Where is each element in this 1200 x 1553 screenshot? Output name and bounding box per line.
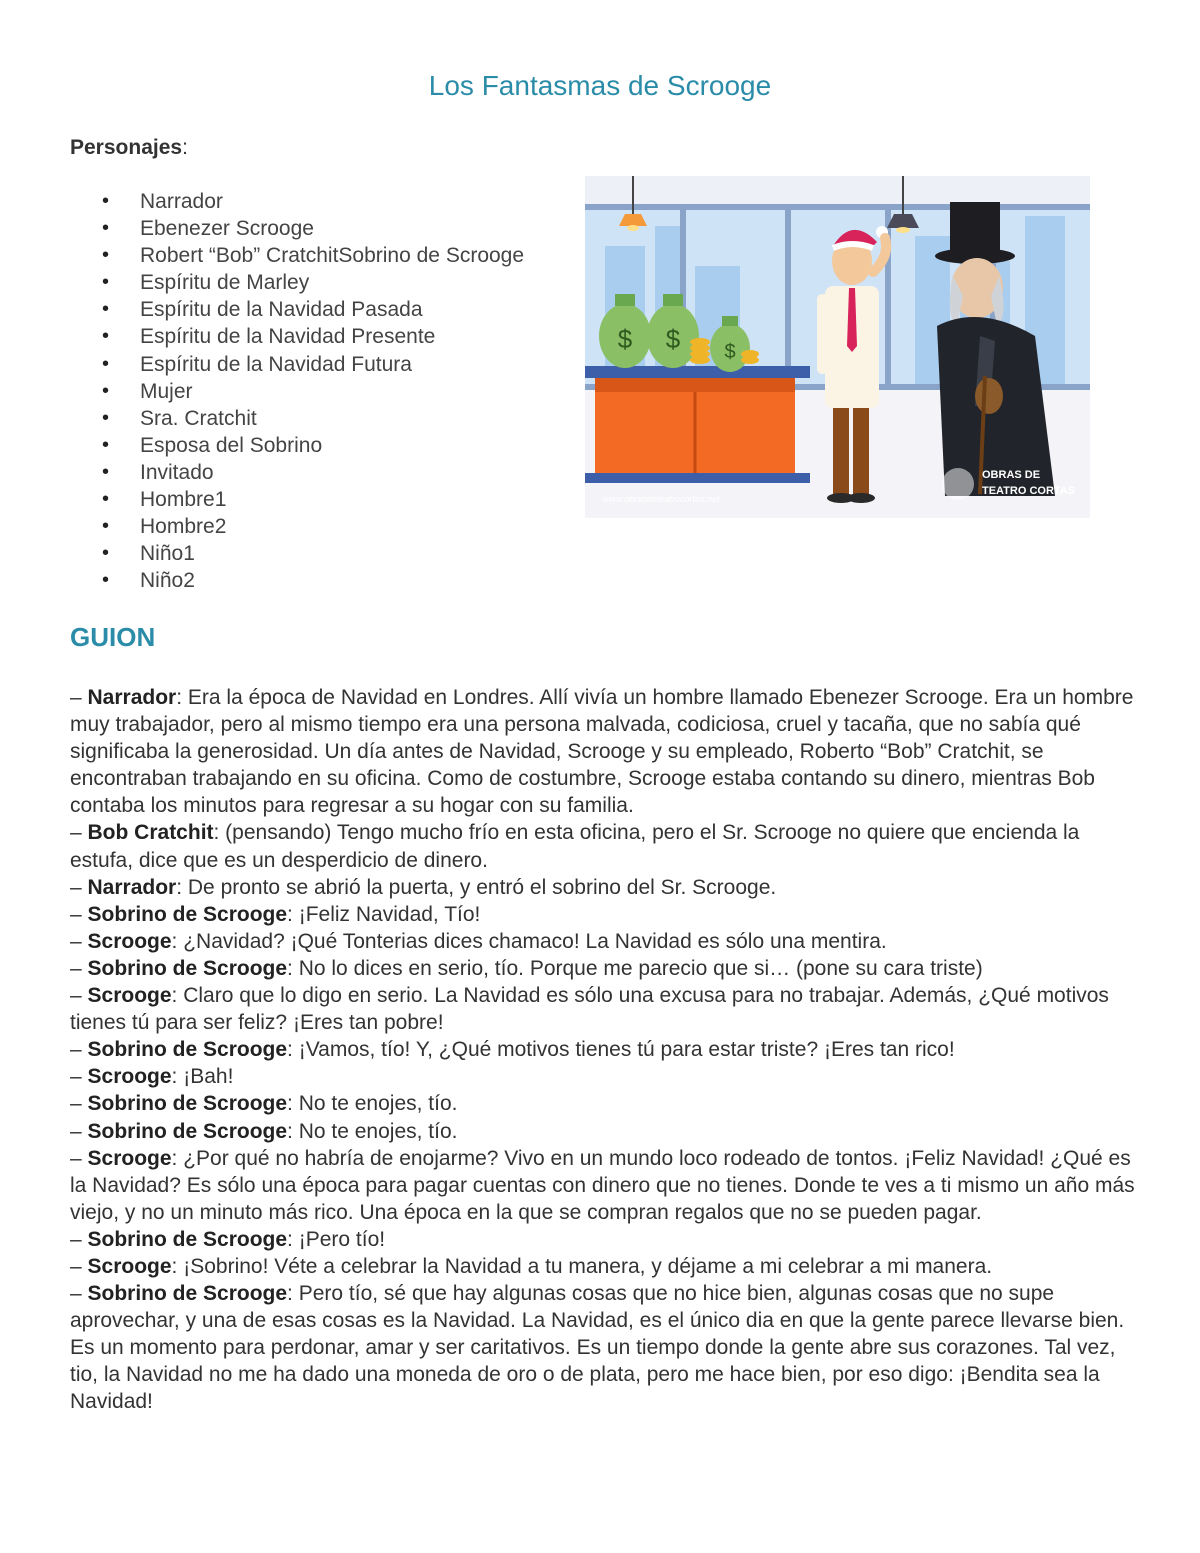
dialogue-text: : No te enojes, tío. bbox=[287, 1092, 458, 1116]
dialogue-text: : De pronto se abrió la puerta, y entró el sobrino del Sr. Scrooge. bbox=[176, 875, 777, 899]
script-line: – Scrooge: ¿Por qué no habría de enojarme? Vivo en un mundo loco rodeado de tontos. ¡Feliz Navidad! ¿Qué es la Navidad? Es sólo una época para pagar cuentas con dinero que no tienes. Donde te ves a ti mismo un año más viejo, y no un minuto más rico. Una época en la que se compran regalos que no se pueden pagar. bbox=[70, 1146, 1135, 1224]
script-line: – Scrooge: Claro que lo digo en serio. La Navidad es sólo una excusa para no trabajar. Además, ¿Qué motivos tienes tú para ser feliz? ¡Eres tan pobre! bbox=[70, 984, 1109, 1035]
script-line: – Scrooge: ¡Sobrino! Véte a celebrar la Navidad a tu manera, y déjame a mi celebrar a mi manera. bbox=[70, 1254, 993, 1278]
document-title: Los Fantasmas de Scrooge bbox=[428, 70, 772, 101]
speaker-name: Sobrino de Scrooge bbox=[87, 902, 288, 926]
dialogue-text: : Claro que lo digo en serio. La Navidad es sólo una excusa para no trabajar. Además, ¿Qué motivos tienes tú para ser feliz? ¡Eres tan pobre! bbox=[70, 984, 1109, 1035]
speaker-name: Narrador bbox=[87, 686, 177, 709]
personajes-label-text: Personajes bbox=[70, 136, 183, 159]
speaker-name: Sobrino de Scrooge bbox=[87, 1282, 288, 1306]
script-line: – Sobrino de Scrooge: ¡Vamos, tío! Y, ¿Qué motivos tienes tú para estar triste? ¡Eres tan rico! bbox=[70, 1038, 955, 1062]
dialogue-text: : ¡Vamos, tío! Y, ¿Qué motivos tienes tú para estar triste? ¡Eres tan rico! bbox=[287, 1038, 955, 1062]
script-line: – Sobrino de Scrooge: Pero tío, sé que hay algunas cosas que no hice bien, algunas cosas que no supe aprovechar, y una de esas cosas es la Navidad. La Navidad, es el único dia en que la gente parece llevarse bien. Es un momento para perdonar, amar y ser caritativos. Es un tiempo donde la gente abre sus corazones. Tal vez, tio, la Navidad no me ha dado una moneda de oro o de plata, pero me hace bien, por eso digo: ¡Bendita sea la Navidad! bbox=[70, 1282, 1125, 1414]
script-line: – Narrador: De pronto se abrió la puerta, y entró el sobrino del Sr. Scrooge. bbox=[70, 875, 777, 899]
speaker-name: Scrooge bbox=[87, 1146, 172, 1170]
cast-item: • Espíritu de la Navidad Futura bbox=[70, 351, 524, 378]
personajes-colon: : bbox=[182, 136, 188, 159]
script-line: – Narrador: Era la época de Navidad en Londres. Allí vivía un hombre llamado Ebenezer Scrooge. Era un hombre muy trabajador, pero al mismo tiempo era una persona malvada, codiciosa, cruel y tacaña, que no sabía qué significaba la generosidad. Un día antes de Navidad, Scrooge y su empleado, Roberto “Bob” Cratchit, se encontraban trabajando en su oficina. Como de costumbre, Scrooge estaba contando su dinero, mientras Bob contaba los minutos para regresar a su hogar con su familia. bbox=[70, 686, 1134, 818]
dialogue-text: : ¡Feliz Navidad, Tío! bbox=[287, 902, 481, 926]
svg-text:$: $ bbox=[724, 341, 736, 363]
speaker-name: Scrooge bbox=[87, 1254, 172, 1278]
cast-item: • Niño1 bbox=[70, 540, 524, 567]
dialogue-text: : Pero tío, sé que hay algunas cosas que no hice bien, algunas cosas que no supe aprovechar, y una de esas cosas es la Navidad. La Navidad, es el único dia en que la gente parece llevarse bien. Es un momento para perdonar, amar y ser caritativos. Es un tiempo donde la gente abre sus corazones. Tal vez, tio, la Navidad no me ha dado una moneda de oro o de plata, pero me hace bien, por eso digo: ¡Bendita sea la Navidad! bbox=[70, 1282, 1125, 1414]
script-line: – Sobrino de Scrooge: No te enojes, tío. bbox=[70, 1092, 458, 1116]
cast-item: • Mujer bbox=[70, 378, 524, 405]
script-line: – Scrooge: ¿Navidad? ¡Qué Tonterias dices chamaco! La Navidad es sólo una mentira. bbox=[70, 929, 887, 953]
svg-text:$: $ bbox=[617, 324, 633, 354]
watermark-logo-line1: OBRAS DE bbox=[982, 469, 1041, 481]
dialogue-text: : ¡Bah! bbox=[171, 1065, 234, 1089]
script-body bbox=[70, 684, 1140, 1416]
dialogue-text: : ¡Pero tío! bbox=[287, 1227, 386, 1251]
cast-item: • Niño2 bbox=[70, 567, 524, 594]
speaker-name: Scrooge bbox=[87, 984, 172, 1008]
cast-item: • Invitado bbox=[70, 459, 524, 486]
speaker-name: Narrador bbox=[87, 875, 177, 899]
speaker-name: Sobrino de Scrooge bbox=[87, 1038, 288, 1062]
cast-item: • Espíritu de la Navidad Presente bbox=[70, 323, 524, 350]
cast-item: • Hombre2 bbox=[70, 513, 524, 540]
script-line: – Bob Cratchit: (pensando) Tengo mucho frío en esta oficina, pero el Sr. Scrooge no quiere que encienda la estufa, dice que es un desperdicio de dinero. bbox=[70, 821, 1080, 872]
script-line: – Scrooge: ¡Bah! bbox=[70, 1065, 234, 1089]
cast-item: • Espíritu de la Navidad Pasada bbox=[70, 296, 524, 323]
cast-item: • Esposa del Sobrino bbox=[70, 432, 524, 459]
dialogue-text: : ¡Sobrino! Véte a celebrar la Navidad a tu manera, y déjame a mi celebrar a mi manera. bbox=[171, 1254, 993, 1278]
dialogue-text: : Era la época de Navidad en Londres. Allí vivía un hombre llamado Ebenezer Scrooge. Era un hombre muy trabajador, pero al mismo tiempo era una persona malvada, codiciosa, cruel y tacaña, que no sabía qué significaba la generosidad. Un día antes de Navidad, Scrooge y su empleado, Roberto “Bob” Cratchit, se encontraban trabajando en su oficina. Como de costumbre, Scrooge estaba contando su dinero, mientras Bob contaba los minutos para regresar a su hogar con su familia. bbox=[70, 686, 1134, 818]
dialogue-text: : No lo dices en serio, tío. Porque me parecio que si… (pone su cara triste) bbox=[287, 956, 983, 980]
speaker-name: Sobrino de Scrooge bbox=[87, 956, 288, 980]
svg-text:$: $ bbox=[665, 324, 681, 354]
script-line: – Sobrino de Scrooge: No lo dices en serio, tío. Porque me parecio que si… (pone su cara triste) bbox=[70, 956, 983, 980]
cast-item: • Robert “Bob” CratchitSobrino de Scrooge bbox=[70, 242, 524, 269]
dialogue-text: : No te enojes, tío. bbox=[287, 1119, 458, 1143]
section-heading-guion: GUION bbox=[70, 622, 156, 652]
dialogue-text: : (pensando) Tengo mucho frío en esta oficina, pero el Sr. Scrooge no quiere que encienda la estufa, dice que es un desperdicio de dinero. bbox=[70, 821, 1080, 872]
dialogue-text: : ¿Por qué no habría de enojarme? Vivo en un mundo loco rodeado de tontos. ¡Feliz Navidad! ¿Qué es la Navidad? Es sólo una época para pagar cuentas con dinero que no tienes. Donde te ves a ti mismo un año más viejo, y no un minuto más rico. Una época en la que se compran regalos que no se pueden pagar. bbox=[70, 1146, 1135, 1224]
dialogue-text: : ¿Navidad? ¡Qué Tonterias dices chamaco! La Navidad es sólo una mentira. bbox=[171, 929, 887, 953]
watermark-url: www.obrasdeteatrocortas.net bbox=[603, 494, 720, 504]
personajes-label bbox=[70, 136, 188, 160]
scrooge-office-illustration bbox=[585, 176, 1090, 518]
speaker-name: Sobrino de Scrooge bbox=[87, 1092, 288, 1116]
cast-item: • Sra. Cratchit bbox=[70, 405, 524, 432]
speaker-name: Bob Cratchit bbox=[87, 821, 214, 845]
speaker-name: Sobrino de Scrooge bbox=[87, 1227, 288, 1251]
cast-item: • Ebenezer Scrooge bbox=[70, 215, 524, 242]
speaker-name: Sobrino de Scrooge bbox=[87, 1119, 288, 1143]
cast-item: • Narrador bbox=[70, 188, 524, 215]
cast-list bbox=[70, 188, 524, 594]
script-line: – Sobrino de Scrooge: No te enojes, tío. bbox=[70, 1119, 458, 1143]
speaker-name: Scrooge bbox=[87, 929, 172, 953]
speaker-name: Scrooge bbox=[87, 1065, 172, 1089]
script-line: – Sobrino de Scrooge: ¡Feliz Navidad, Tío! bbox=[70, 902, 481, 926]
watermark-logo-line2: TEATRO CORTAS bbox=[982, 485, 1076, 497]
script-line: – Sobrino de Scrooge: ¡Pero tío! bbox=[70, 1227, 386, 1251]
cast-item: • Hombre1 bbox=[70, 486, 524, 513]
cast-item: • Espíritu de Marley bbox=[70, 269, 524, 296]
